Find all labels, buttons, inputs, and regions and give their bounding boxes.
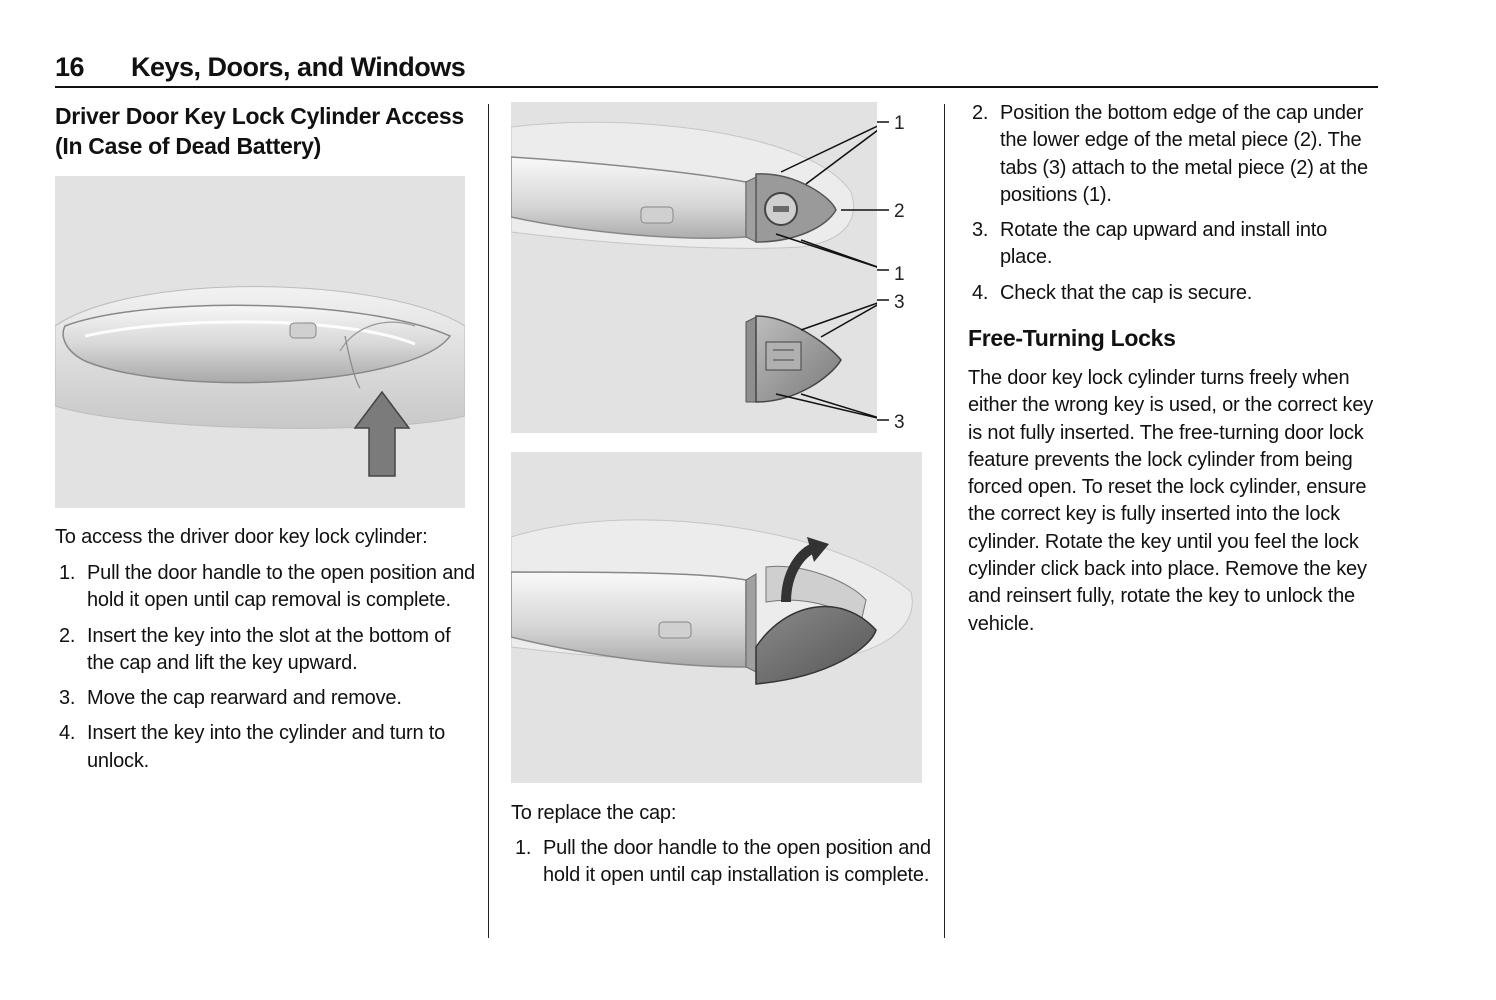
page-number: 16 [55, 52, 85, 82]
figure-door-handle-arrow [55, 176, 465, 508]
list-item: 2. Insert the key into the slot at the bottom of the cap and lift the key upward. [59, 624, 451, 674]
access-steps-list [55, 560, 475, 783]
free-turning-body: The door key lock cylinder turns freely when either the wrong key is used, or the correct key is not fully inserted. The free-turning door lock feature prevents the lock cylinder from being forced open. To reset the lock cylinder, ensure the correct key is fully inserted into the lock cylinder. Rotate the key until you feel the lock cylinder click back into place. Remove the key and reinsert fully, rotate the key to unlock the vehicle. [968, 367, 1374, 635]
replace-steps-continued [968, 100, 1378, 315]
callout-1-bottom: 1 [894, 264, 905, 285]
figure-cap-callouts [511, 102, 877, 433]
callout-1-top: 1 [894, 113, 905, 134]
section-title: Keys, Doors, and Windows [131, 52, 466, 82]
intro-replace-cap: To replace the cap: [511, 802, 677, 824]
callout-3-top: 3 [894, 292, 905, 313]
list-item: 4. Check that the cap is secure. [972, 281, 1253, 304]
replace-steps-list [511, 835, 931, 898]
list-item: 1. Pull the door handle to the open position and hold it open until cap removal is complete. [59, 562, 475, 612]
list-item: 2. Position the bottom edge of the cap under the lower edge of the metal piece (2). The tabs (3) attach to the metal piece (2) at the positions (1). [972, 102, 1368, 206]
door-handle-illustration [55, 176, 465, 508]
list-item: 3. Rotate the cap upward and install into place. [972, 219, 1328, 269]
figure-cap-rotate [511, 452, 922, 783]
list-item: 3. Move the cap rearward and remove. [59, 687, 402, 710]
callout-labels [877, 102, 917, 433]
cap-rotation-illustration [511, 452, 922, 783]
column-divider-left [488, 104, 489, 938]
column-divider-right [944, 104, 945, 938]
heading-free-turning-locks: Free-Turning Locks [968, 325, 1176, 351]
list-item: 1. Pull the door handle to the open position and hold it open until cap installation is complete. [515, 837, 931, 887]
intro-access-cylinder: To access the driver door key lock cylinder: [55, 526, 428, 548]
cap-detail-illustration [511, 102, 877, 433]
callout-2: 2 [894, 201, 905, 222]
heading-key-lock-access: Driver Door Key Lock Cylinder Access (In Case of Dead Battery) [55, 103, 464, 159]
list-item: 4. Insert the key into the cylinder and turn to unlock. [59, 722, 446, 772]
callout-3-bottom: 3 [894, 412, 905, 433]
page-header [55, 50, 1378, 88]
